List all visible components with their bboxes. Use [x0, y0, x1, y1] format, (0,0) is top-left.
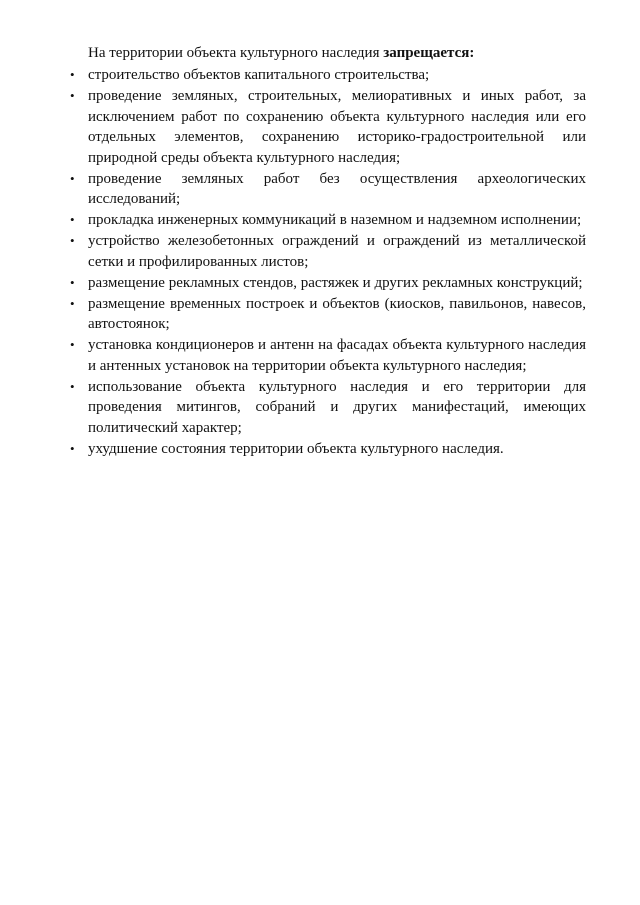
- list-item: [70, 86, 586, 168]
- list-item-text: устройство железобетонных ограждений и ограждений из металлической сетки и профилированных листов;: [88, 233, 586, 270]
- bullet-icon: •: [70, 67, 75, 82]
- bullet-icon: •: [70, 378, 75, 394]
- bullet-icon: •: [70, 295, 75, 311]
- intro-text: На территории объекта культурного наследия: [88, 45, 384, 61]
- bullet-icon: •: [70, 170, 75, 186]
- list-item-text: проведение земляных, строительных, мелиоративных и иных работ, за исключением работ по сохранению объекта культурного наследия или его отдельных элементов, сохранению историко-градостроительной или природной среды объекта культурного наследия;: [88, 88, 586, 166]
- prohibitions-list: [70, 65, 586, 460]
- list-item: [70, 377, 586, 439]
- list-item: [70, 231, 586, 272]
- bullet-icon: •: [70, 274, 75, 290]
- list-item-text: строительство объектов капитального строительства;: [88, 67, 430, 83]
- list-item: [70, 65, 586, 86]
- list-item: [70, 273, 586, 294]
- list-item-text: размещение рекламных стендов, растяжек и других рекламных конструкций;: [88, 274, 583, 291]
- list-item-text: установка кондиционеров и антенн на фасадах объекта культурного наследия и антенных установок на территории объекта культурного наследия;: [88, 337, 586, 374]
- list-item-text: ухудшение состояния территории объекта культурного наследия.: [88, 440, 504, 457]
- list-item-text: использование объекта культурного наследия и его территории для проведения митингов, собраний и других манифестаций, имеющих политический характер;: [88, 378, 586, 436]
- intro-bold-text: запрещается:: [383, 45, 475, 61]
- bullet-icon: •: [70, 440, 75, 456]
- intro-paragraph: [88, 43, 588, 63]
- list-item-text: прокладка инженерных коммуникаций в наземном и надземном исполнении;: [88, 212, 582, 228]
- list-item-text: размещение временных построек и объектов (киосков, павильонов, навесов, автостоянок;: [88, 295, 586, 332]
- list-item: [70, 169, 586, 210]
- bullet-icon: •: [70, 233, 75, 248]
- bullet-icon: •: [70, 212, 75, 227]
- bullet-icon: •: [70, 88, 75, 103]
- bullet-icon: •: [70, 337, 75, 352]
- list-item: [70, 210, 586, 231]
- list-item: [70, 335, 586, 376]
- list-item: [70, 439, 586, 460]
- list-item-text: проведение земляных работ без осуществления археологических исследований;: [88, 170, 586, 207]
- list-item: [70, 294, 586, 335]
